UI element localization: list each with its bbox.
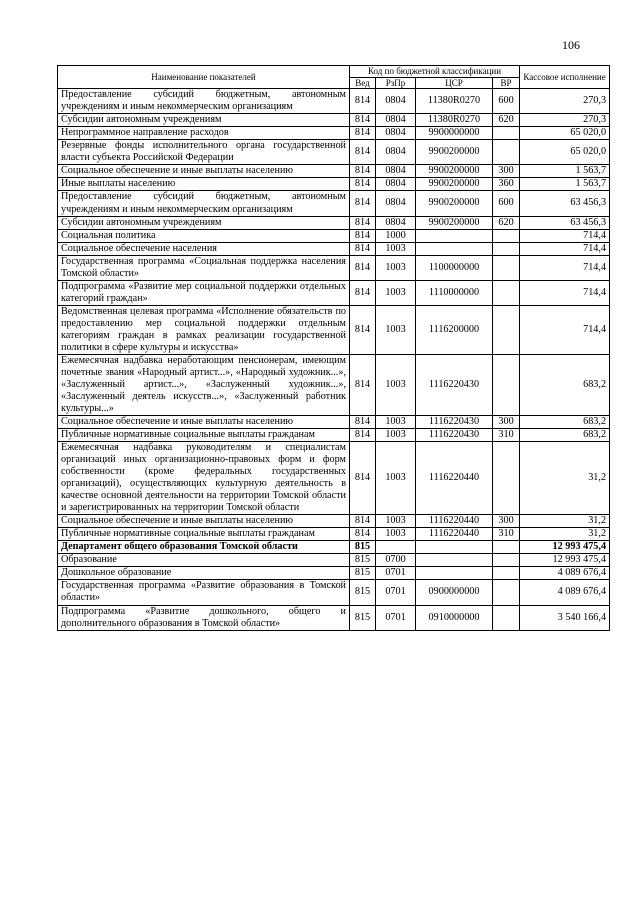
row-rzpr: 1000: [376, 229, 416, 242]
table-row: [58, 429, 610, 442]
row-ved: 814: [350, 191, 376, 216]
row-ved: 814: [350, 242, 376, 255]
row-name: Публичные нормативные социальные выплаты гражданам: [58, 528, 350, 541]
row-rzpr: 1003: [376, 429, 416, 442]
row-name: Непрограммное направление расходов: [58, 127, 350, 140]
row-ved: 814: [350, 216, 376, 229]
table-row: [58, 567, 610, 580]
row-name: Подпрограмма «Развитие дошкольного, общего и дополнительного образования в Томской области»: [58, 605, 350, 630]
row-amount: 683,2: [520, 429, 610, 442]
header-name: Наименование показателей: [58, 66, 350, 89]
row-ved: 814: [350, 89, 376, 114]
row-csr: 1116200000: [416, 305, 493, 354]
row-vr: 310: [493, 429, 520, 442]
row-vr: 620: [493, 114, 520, 127]
table-row: [58, 216, 610, 229]
row-rzpr: 0701: [376, 567, 416, 580]
row-vr: [493, 567, 520, 580]
table-row: [58, 242, 610, 255]
row-rzpr: 1003: [376, 528, 416, 541]
row-ved: 814: [350, 354, 376, 415]
row-name: Государственная программа «Развитие образования в Томской области»: [58, 580, 350, 605]
row-rzpr: 0804: [376, 114, 416, 127]
row-vr: 600: [493, 89, 520, 114]
table-row: [58, 114, 610, 127]
row-rzpr: 1003: [376, 280, 416, 305]
row-rzpr: 0804: [376, 89, 416, 114]
table-row: [58, 580, 610, 605]
budget-table: [57, 65, 610, 631]
row-ved: 814: [350, 229, 376, 242]
row-rzpr: 0804: [376, 140, 416, 165]
row-amount: 714,4: [520, 229, 610, 242]
table-row: [58, 442, 610, 515]
row-rzpr: 0804: [376, 191, 416, 216]
row-name: Социальная политика: [58, 229, 350, 242]
row-rzpr: 1003: [376, 442, 416, 515]
row-rzpr: [376, 541, 416, 554]
row-rzpr: 0804: [376, 216, 416, 229]
row-ved: 814: [350, 178, 376, 191]
row-vr: 620: [493, 216, 520, 229]
row-rzpr: 0804: [376, 127, 416, 140]
row-vr: [493, 127, 520, 140]
row-csr: 1116220430: [416, 354, 493, 415]
row-name: Ежемесячная надбавка неработающим пенсионерам, имеющим почетные звания «Народный артист...», «Народный художник...», «Заслуженный артист...», «Заслуженный художник...», «Заслуженный деятель искусств...», «Заслуженный работник культуры...»: [58, 354, 350, 415]
row-name: Публичные нормативные социальные выплаты гражданам: [58, 429, 350, 442]
row-rzpr: 1003: [376, 354, 416, 415]
row-ved: 814: [350, 416, 376, 429]
row-csr: 9900200000: [416, 178, 493, 191]
table-row: [58, 140, 610, 165]
row-rzpr: 1003: [376, 255, 416, 280]
table-body: [58, 89, 610, 630]
row-ved: 814: [350, 305, 376, 354]
row-amount: 683,2: [520, 354, 610, 415]
table-row: [58, 165, 610, 178]
row-amount: 65 020,0: [520, 140, 610, 165]
row-ved: 814: [350, 255, 376, 280]
row-amount: 683,2: [520, 416, 610, 429]
table-row: [58, 178, 610, 191]
row-csr: 1116220430: [416, 429, 493, 442]
row-rzpr: 0804: [376, 165, 416, 178]
row-name: Образование: [58, 554, 350, 567]
row-vr: 360: [493, 178, 520, 191]
row-name: Резервные фонды исполнительного органа государственной власти субъекта Российской Федерации: [58, 140, 350, 165]
row-ved: 814: [350, 127, 376, 140]
row-csr: 0910000000: [416, 605, 493, 630]
header-code-group: Код по бюджетной классификации: [350, 66, 520, 78]
table-row: [58, 255, 610, 280]
header-amount: Кассовое исполнение: [520, 66, 610, 89]
row-name: Ведомственная целевая программа «Исполнение обязательств по предоставлению мер социальной поддержки отдельным категориям граждан в рамках реализации государственной политики в сфере культуры и искусства»: [58, 305, 350, 354]
row-name: Государственная программа «Социальная поддержка населения Томской области»: [58, 255, 350, 280]
row-csr: [416, 554, 493, 567]
row-amount: 714,4: [520, 242, 610, 255]
row-csr: 1116220440: [416, 528, 493, 541]
row-vr: 310: [493, 528, 520, 541]
row-rzpr: 1003: [376, 515, 416, 528]
row-name: Предоставление субсидий бюджетным, автономным учреждениям и иным некоммерческим организациям: [58, 89, 350, 114]
row-csr: [416, 242, 493, 255]
row-vr: 300: [493, 416, 520, 429]
row-name: Социальное обеспечение и иные выплаты населению: [58, 416, 350, 429]
row-amount: 270,3: [520, 114, 610, 127]
row-csr: 1116220440: [416, 515, 493, 528]
row-name: Подпрограмма «Развитие мер социальной поддержки отдельных категорий граждан»: [58, 280, 350, 305]
row-csr: 9900200000: [416, 216, 493, 229]
row-name: Департамент общего образования Томской области: [58, 541, 350, 554]
row-ved: 814: [350, 280, 376, 305]
row-amount: 31,2: [520, 442, 610, 515]
row-rzpr: 1003: [376, 242, 416, 255]
table-row: [58, 127, 610, 140]
row-amount: 12 993 475,4: [520, 541, 610, 554]
row-vr: [493, 442, 520, 515]
row-ved: 815: [350, 567, 376, 580]
row-vr: [493, 229, 520, 242]
row-csr: 1116220440: [416, 442, 493, 515]
row-rzpr: 1003: [376, 305, 416, 354]
row-amount: 4 089 676,4: [520, 580, 610, 605]
row-csr: [416, 229, 493, 242]
row-vr: [493, 140, 520, 165]
row-csr: [416, 567, 493, 580]
row-rzpr: 0700: [376, 554, 416, 567]
table-row: [58, 554, 610, 567]
row-vr: [493, 580, 520, 605]
row-amount: 714,4: [520, 255, 610, 280]
row-amount: 1 563,7: [520, 178, 610, 191]
row-name: Иные выплаты населению: [58, 178, 350, 191]
row-name: Субсидии автономным учреждениям: [58, 216, 350, 229]
table-row: [58, 605, 610, 630]
table-row: [58, 541, 610, 554]
row-ved: 814: [350, 442, 376, 515]
page-number: 106: [562, 38, 580, 52]
row-amount: 714,4: [520, 280, 610, 305]
row-name: Социальное обеспечение и иные выплаты населению: [58, 515, 350, 528]
row-ved: 814: [350, 515, 376, 528]
row-amount: 270,3: [520, 89, 610, 114]
table-row: [58, 229, 610, 242]
row-rzpr: 0804: [376, 178, 416, 191]
row-rzpr: 0701: [376, 580, 416, 605]
row-vr: [493, 255, 520, 280]
row-rzpr: 0701: [376, 605, 416, 630]
row-name: Социальное обеспечение и иные выплаты населению: [58, 165, 350, 178]
row-vr: 300: [493, 515, 520, 528]
row-rzpr: 1003: [376, 416, 416, 429]
table-row: [58, 89, 610, 114]
table-row: [58, 515, 610, 528]
row-amount: 31,2: [520, 515, 610, 528]
row-csr: 9900000000: [416, 127, 493, 140]
row-ved: 814: [350, 429, 376, 442]
row-csr: 11380R0270: [416, 114, 493, 127]
row-vr: [493, 354, 520, 415]
row-csr: 9900200000: [416, 191, 493, 216]
row-csr: [416, 541, 493, 554]
row-csr: 1100000000: [416, 255, 493, 280]
row-ved: 814: [350, 114, 376, 127]
row-name: Предоставление субсидий бюджетным, автономным учреждениям и иным некоммерческим организациям: [58, 191, 350, 216]
table-row: [58, 280, 610, 305]
row-csr: 11380R0270: [416, 89, 493, 114]
row-name: Дошкольное образование: [58, 567, 350, 580]
table-row: [58, 354, 610, 415]
row-vr: [493, 280, 520, 305]
row-name: Социальное обеспечение населения: [58, 242, 350, 255]
row-amount: 4 089 676,4: [520, 567, 610, 580]
table-row: [58, 191, 610, 216]
row-vr: 600: [493, 191, 520, 216]
row-vr: [493, 305, 520, 354]
row-name: Субсидии автономным учреждениям: [58, 114, 350, 127]
row-csr: 1116220430: [416, 416, 493, 429]
row-ved: 815: [350, 541, 376, 554]
row-vr: [493, 541, 520, 554]
row-ved: 814: [350, 528, 376, 541]
row-amount: 1 563,7: [520, 165, 610, 178]
row-amount: 3 540 166,4: [520, 605, 610, 630]
row-csr: 9900200000: [416, 140, 493, 165]
row-amount: 714,4: [520, 305, 610, 354]
row-name: Ежемесячная надбавка руководителям и специалистам организаций иных организационно-правовых форм и форм собственности (кроме федеральных государственных организаций), осуществляющих культурную деятельность в качестве основной деятельности на территории Томской области и зарегистрированных на территории Томской области: [58, 442, 350, 515]
header-rzpr: РзПр: [376, 77, 416, 89]
table-row: [58, 528, 610, 541]
row-csr: 9900200000: [416, 165, 493, 178]
row-ved: 815: [350, 580, 376, 605]
row-vr: [493, 605, 520, 630]
row-ved: 814: [350, 165, 376, 178]
row-csr: 0900000000: [416, 580, 493, 605]
row-amount: 63 456,3: [520, 191, 610, 216]
row-ved: 814: [350, 140, 376, 165]
row-vr: 300: [493, 165, 520, 178]
row-ved: 815: [350, 554, 376, 567]
header-csr: ЦСР: [416, 77, 493, 89]
row-amount: 65 020,0: [520, 127, 610, 140]
row-ved: 815: [350, 605, 376, 630]
row-csr: 1110000000: [416, 280, 493, 305]
header-ved: Вед: [350, 77, 376, 89]
row-vr: [493, 554, 520, 567]
row-amount: 31,2: [520, 528, 610, 541]
row-amount: 63 456,3: [520, 216, 610, 229]
table-row: [58, 416, 610, 429]
header-vr: ВР: [493, 77, 520, 89]
table-row: [58, 305, 610, 354]
row-vr: [493, 242, 520, 255]
row-amount: 12 993 475,4: [520, 554, 610, 567]
